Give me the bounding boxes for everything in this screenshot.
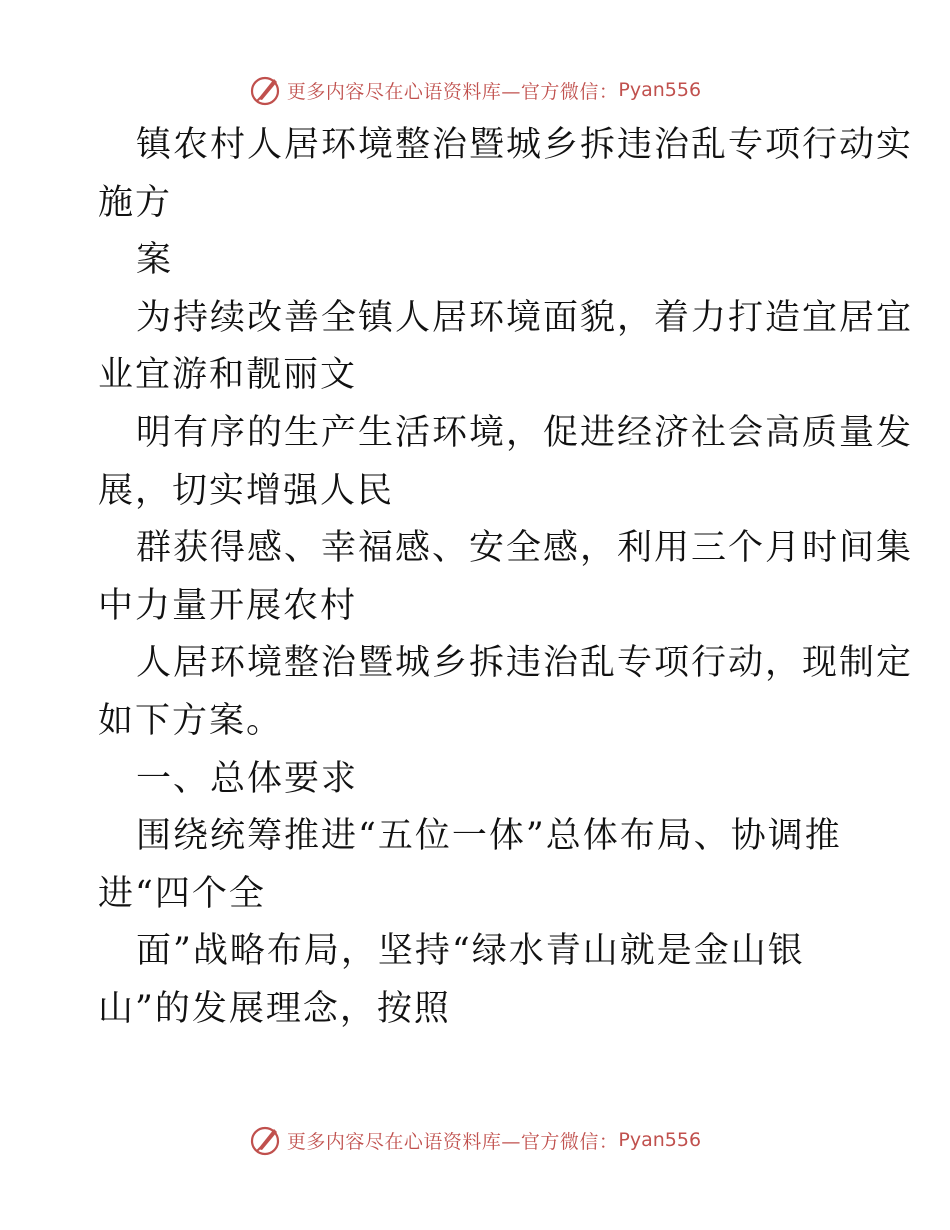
header-banner: [0, 70, 950, 110]
body-line: 明有序的生产生活环境，促进经济社会高质量发: [136, 412, 914, 453]
body-line: 镇农村人居环境整治暨城乡拆违治乱专项行动实: [136, 125, 914, 165]
quill-logo-icon: [249, 1123, 283, 1157]
body-line: 群获得感、幸福感、安全感，利用三个月时间集: [136, 528, 914, 569]
body-line: 展，切实增强人民: [98, 470, 395, 511]
body-line: 如下方案。: [98, 700, 284, 741]
body-line: 为持续改善全镇人居环境面貌，着力打造宜居宜: [136, 297, 914, 338]
banner-text: 更多内容尽在心语资料库—官方微信：: [286, 80, 619, 103]
body-line: 案: [136, 240, 174, 281]
body-line: 施方: [98, 182, 173, 223]
body-line: 中力量开展农村: [98, 585, 358, 626]
body-line: 面”战略布局，坚持“绿水青山就是金山银: [136, 931, 805, 972]
footer-banner: [0, 1120, 950, 1160]
body-line: 人居环境整治暨城乡拆违治乱专项行动，现制定: [136, 643, 914, 684]
banner-wechat-id: Pyan556: [618, 1129, 702, 1151]
section-heading: 一、总体要求: [136, 758, 359, 799]
document-body: [98, 117, 914, 1039]
body-line: 围绕统筹推进“五位一体”总体布局、协调推: [136, 816, 842, 857]
body-line: 进“四个全: [98, 873, 266, 914]
banner-wechat-id: Pyan556: [618, 79, 702, 101]
quill-logo-icon: [249, 73, 283, 107]
banner-text: 更多内容尽在心语资料库—官方微信：: [286, 1130, 619, 1153]
body-line: 业宜游和靓丽文: [98, 355, 358, 396]
body-line: 山”的发展理念，按照: [98, 988, 451, 1029]
